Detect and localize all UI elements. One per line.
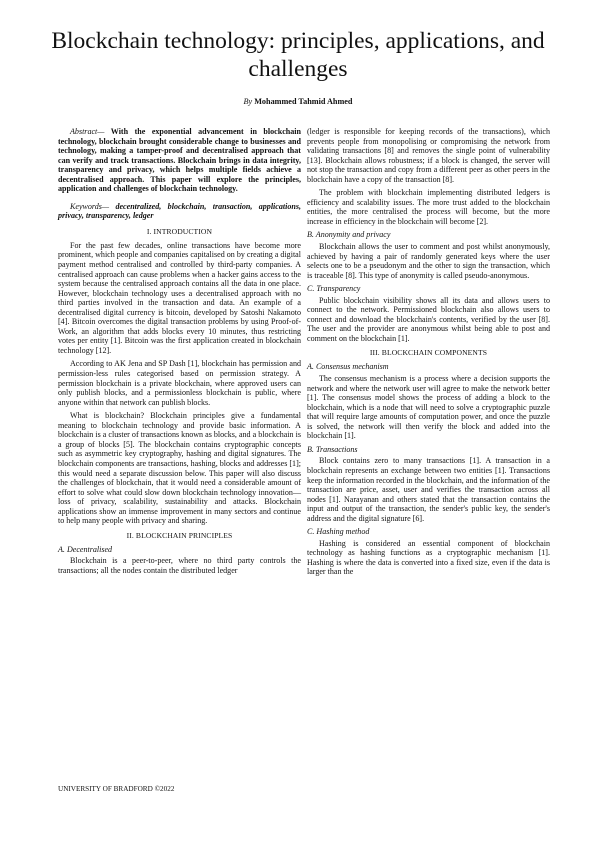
- subsection-heading-anonymity: B. Anonymity and privacy: [307, 230, 391, 240]
- subsection-heading-hashing: C. Hashing method: [307, 527, 370, 537]
- subsection-heading-transparency: C. Transparency: [307, 284, 361, 294]
- author-name: Mohammed Tahmid Ahmed: [254, 97, 353, 106]
- paragraph: What is blockchain? Blockchain principles give a fundamental meaning to blockchain technology and provide basic information. A blockchain is a cluster of transactions known as blocks, and a blockchain is a group of blocks [5]. The blockchain contains cryptographic concepts such as asymmetric key cryptography, hashing and digital signatures. The blockchain components are transactions, hashing, blocks and addresses [1]; this would need a separate discussion below. This paper will also discuss the challenges of blockchain, that it would need a considerable amount of effort to solve what could slow down blockchain technology innovation—loss of privacy, scalability, sustainability and attacks. Blockchain applications show an immense improvement in many sectors and continue to help many people with privacy and sharing.: [58, 411, 301, 526]
- abstract: [58, 127, 301, 194]
- subsection-heading-consensus: A. Consensus mechanism: [307, 362, 389, 372]
- paragraph: Blockchain is a peer-to-peer, where no third party controls the transactions; all the nodes contain the distributed ledger: [58, 556, 301, 575]
- footer: UNIVERSITY OF BRADFORD ©2022: [58, 785, 175, 793]
- author-line: [0, 97, 596, 107]
- abstract-body: With the exponential advancement in blockchain technology, blockchain brought considerable change to businesses and technology, making a tamper-proof and decentralised approach that can verify and track transactions. Blockchain brings in data integrity, transparency and privacy, which helps multiple fields achieve a decentralised approach. This paper will explore the principles, application and challenges of blockchain technology.: [58, 127, 301, 194]
- paragraph: According to AK Jena and SP Dash [1], blockchain has permission and permission-less rules categorised based on permission strategy. A permission blockchain is a private blockchain, where approved users can only publish blocks, and a permissionless blockchain is public, where anyone within that network can publish blocks.: [58, 359, 301, 407]
- paragraph: Blockchain allows the user to comment and post whilst anonymously, achieved by having a pair of randomly generated keys where the user selects one to be a pseudonym and the other to sign the transaction, which is traceable [8]. This type of anonymity is called pseudo-anonymous.: [307, 242, 550, 280]
- section-heading-components: III. BLOCKCHAIN COMPONENTS: [369, 348, 488, 358]
- abstract-lead: Abstract—: [70, 127, 105, 136]
- paragraph: Public blockchain visibility shows all its data and allows users to connect to the network. Permissioned blockchain also allows users to connect and download the blockchain's contents, verified by the user [8]. The user and the provider are anonymous whilst being able to post and comment on the blockchain [1].: [307, 295, 550, 343]
- right-column: [307, 127, 550, 581]
- paragraph: The problem with blockchain implementing distributed ledgers is efficiency and scalability issues. The more trust added to the blockchain entities, the more centralised the process will become, but the more increase in efficiency in the blockchain will become [2].: [307, 188, 550, 226]
- keywords-lead: Keywords—: [70, 201, 110, 211]
- keywords: [58, 202, 301, 221]
- paragraph: Hashing is considered an essential component of blockchain technology as hashing functions as a cryptographic mechanism [1]. Hashing is where the data is converted into a fixed size, even if the data is larger than the: [307, 538, 550, 577]
- paragraph: Block contains zero to many transactions [1]. A transaction in a blockchain represents an exchange between two entities [1]. Transactions keep the information recorded in the blockchain, and the information of the transaction are price, asset, user and verifies the transaction across all nodes [1]. Narayanan and others stated that the transaction contains the input and output of the transaction, the sender's public key, the sender's address and the digital signature [6].: [307, 456, 550, 523]
- subsection-heading-transactions: B. Transactions: [307, 444, 358, 454]
- author-prefix: By: [243, 97, 253, 106]
- keywords-body: decentralized, blockchain, transaction, applications, privacy, transparency, ledger: [58, 201, 301, 221]
- left-column: [58, 127, 301, 579]
- paragraph: (ledger is responsible for keeping records of the transactions), which prevents people from monopolising or compromising the network from validating transactions [8] and removes the single point of vulnerability [13]. Blockchain allows robustness; if a block is changed, the server will not stop the transaction and copy from a different peer as other peers in the blockchain have a copy of the transaction [8].: [307, 127, 550, 184]
- subsection-heading-decentralised: A. Decentralised: [58, 544, 113, 554]
- paragraph: The consensus mechanism is a process where a decision supports the network and where the network user will agree to make the network better [1]. The consensus model shows the process of adding a block to the blockchain, which is a node that will need to solve a cryptographic puzzle that will require large amounts of computation power, and once the puzzle is solved, the network will then verify the block and added into the blockchain [1].: [307, 374, 550, 441]
- section-heading-principles: II. BLOCKCHAIN PRINCIPLES: [126, 530, 233, 540]
- paragraph: For the past few decades, online transactions have become more prominent, which people and companies capitalised on by creating a digital payment method centralised and controlled by third-party companies. A centralised approach can cause problems when a hacker gains access to the system because the centralised approach contains all the data in one place. However, blockchain technology uses a decentralised approach with no third parties involved in the transaction and data. An example of a decentralised digital currency is bitcoin, developed by Satoshi Nakamoto [4]. Bitcoin overcomes the digital transaction problems by using Proof-of-Work, an algorithm that adds blocks every 10 minutes, thus restricting votes per entity [1]. Bitcoin was the first application created in blockchain technology [12].: [58, 240, 301, 355]
- paper-title: Blockchain technology: principles, applications, and challenges: [51, 28, 545, 82]
- section-heading-introduction: I. INTRODUCTION: [146, 226, 213, 236]
